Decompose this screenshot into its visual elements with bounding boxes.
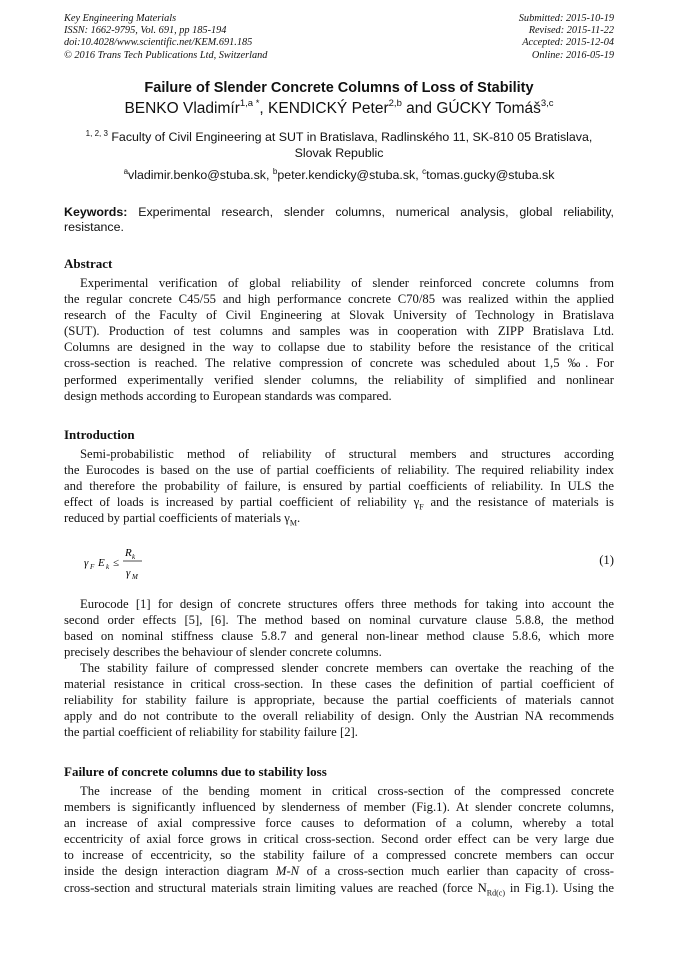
introduction-paragraph-2: Eurocode [1] for design of concrete structures offers three methods for taking into account the second order effects [5], [6]. The method based on nominal curvature clause 5.8.8, the method based on nominal stiffness clause 5.8.7 and general non-linear method clause 5.8.6, which more precisely describes the behaviour of slender concrete columns. — [64, 597, 614, 660]
svg-text:≤: ≤ — [113, 557, 120, 569]
svg-text:E: E — [98, 557, 105, 569]
section-3-heading: Failure of concrete columns due to stability loss — [64, 764, 327, 779]
keywords-text: Experimental research, slender columns, numerical analysis, global reliability, resistance. — [64, 205, 614, 234]
introduction-paragraph-1: Semi-probabilistic method of reliability of structural members and structures according the Eurocodes is based on the use of partial coefficients of reliability. The required reliability index and therefore the probability of failure, is ensured by partial coefficients of reliability. In ULS the effect of loads is increased by partial coefficient of reliability $\gamma_F$ and the resistance of materials is reduced by partial coefficients of materials $\gamma_M$. — [64, 447, 614, 528]
email-list: $^a$vladimir.benko@stuba.sk, $^b$peter.kendicky@stuba.sk, $^c$tomas.gucky@stuba.sk — [123, 167, 555, 182]
journal-name: Key Engineering Materials — [64, 13, 177, 24]
introduction-heading: Introduction — [64, 427, 135, 442]
email-b[interactable]: peter.kendicky@stuba.sk — [277, 168, 416, 182]
svg-text:γ: γ — [126, 567, 131, 579]
submitted-date: Submitted: 2015-10-19 — [518, 13, 614, 24]
author-3: GÚCKY Tomáš — [436, 100, 541, 117]
reliability-inequality — [82, 543, 202, 583]
affiliation — [64, 129, 614, 161]
author-1-sup: 1,a * — [239, 98, 260, 109]
journal-header — [64, 13, 267, 62]
email-a[interactable]: vladimir.benko@stuba.sk — [128, 168, 266, 182]
author-2-sup: 2,b — [388, 98, 402, 109]
keywords-label: Keywords: — [64, 205, 128, 219]
online-date: Online: 2016-05-19 — [531, 49, 614, 61]
equation-1 — [64, 543, 614, 583]
svg-text:F: F — [90, 563, 95, 571]
svg-text:k: k — [132, 553, 136, 561]
svg-text:R: R — [125, 547, 132, 559]
author-1: BENKO Vladimír — [124, 100, 240, 117]
svg-text:M: M — [132, 573, 138, 581]
author-2: KENDICKÝ Peter — [268, 100, 389, 117]
issn-line: ISSN: 1662-9795, Vol. 691, pp 185-194 — [64, 25, 227, 37]
doi-line[interactable]: doi:10.4028/www.scientific.net/KEM.691.185 — [64, 37, 253, 49]
revised-date: Revised: 2015-11-22 — [528, 25, 614, 37]
dates-header — [519, 13, 614, 62]
abstract-heading: Abstract — [64, 256, 113, 271]
equation-number: (1) — [599, 553, 614, 567]
copyright-line: © 2016 Trans Tech Publications Ltd, Switzerland — [64, 49, 268, 61]
author-list: BENKO Vladimír$^{1,a *}$, KENDICKÝ Peter$^{2,b}$ and GÚCKY Tomáš$^{3,c}$ — [124, 98, 554, 117]
affiliation-sup: 1, 2, 3 — [85, 129, 108, 138]
email-c[interactable]: tomas.gucky@stuba.sk — [426, 168, 555, 182]
accepted-date: Accepted: 2015-12-04 — [522, 37, 614, 49]
affiliation-line-1: Faculty of Civil Engineering at SUT in Bratislava, Radlinského 11, SK-810 05 Bratislava, — [107, 130, 593, 144]
affiliation-line-2: Slovak Republic — [294, 146, 384, 160]
keywords — [64, 205, 614, 234]
author-3-sup: 3,c — [540, 98, 554, 109]
introduction-paragraph-3: The stability failure of compressed slender concrete members can overtake the reaching of the material resistance in critical cross-section. In these cases the definition of partial coefficient of reliability for stability failure is appropriate, because the partial coefficients of materials cannot apply and do not contribute to the overall reliability of design. Only the Austrian NA recommends the partial coefficient of reliability for stability failure [2]. — [64, 661, 614, 740]
paper-title: Failure of Slender Concrete Columns of Loss of Stability — [144, 80, 534, 96]
svg-text:k: k — [106, 563, 110, 571]
svg-text:γ: γ — [84, 557, 89, 569]
abstract-body: Experimental verification of global reliability of slender reinforced concrete columns from the regular concrete C45/55 and high performance concrete C70/85 was realized within the applied research of the Faculty of Civil Engineering at Slovak University of Technology in Bratislava (SUT). Production of test columns and samples was in cooperation with ZIPP Bratislava Ltd. Columns are designed in the way to collapse due to stability before the resistance of the critical cross-section is reached. The relative compression of concrete was scheduled about 1,5 ‰. For performed experimentally verified slender columns, the reliability of simplified and nonlinear design methods according to European standards was compared. — [64, 276, 614, 403]
section-3-body: The increase of the bending moment in critical cross-section of the compressed concrete members is significantly influenced by slenderness of member (Fig.1). At slender concrete columns, an increase of axial compressive force causes to deformation of a column, whereby a total eccentricity of axial force grows in critical cross-section. Second order effect can be very large due to increase of eccentricity, so the stability failure of a compressed concrete members can occur inside the design interaction diagram M-N of a cross-section much earlier than capacity of cross- cross-section and structural materials strain limiting values are reached (force $N_{Rd(c)}$ in Fig.1). Using the — [64, 784, 614, 898]
